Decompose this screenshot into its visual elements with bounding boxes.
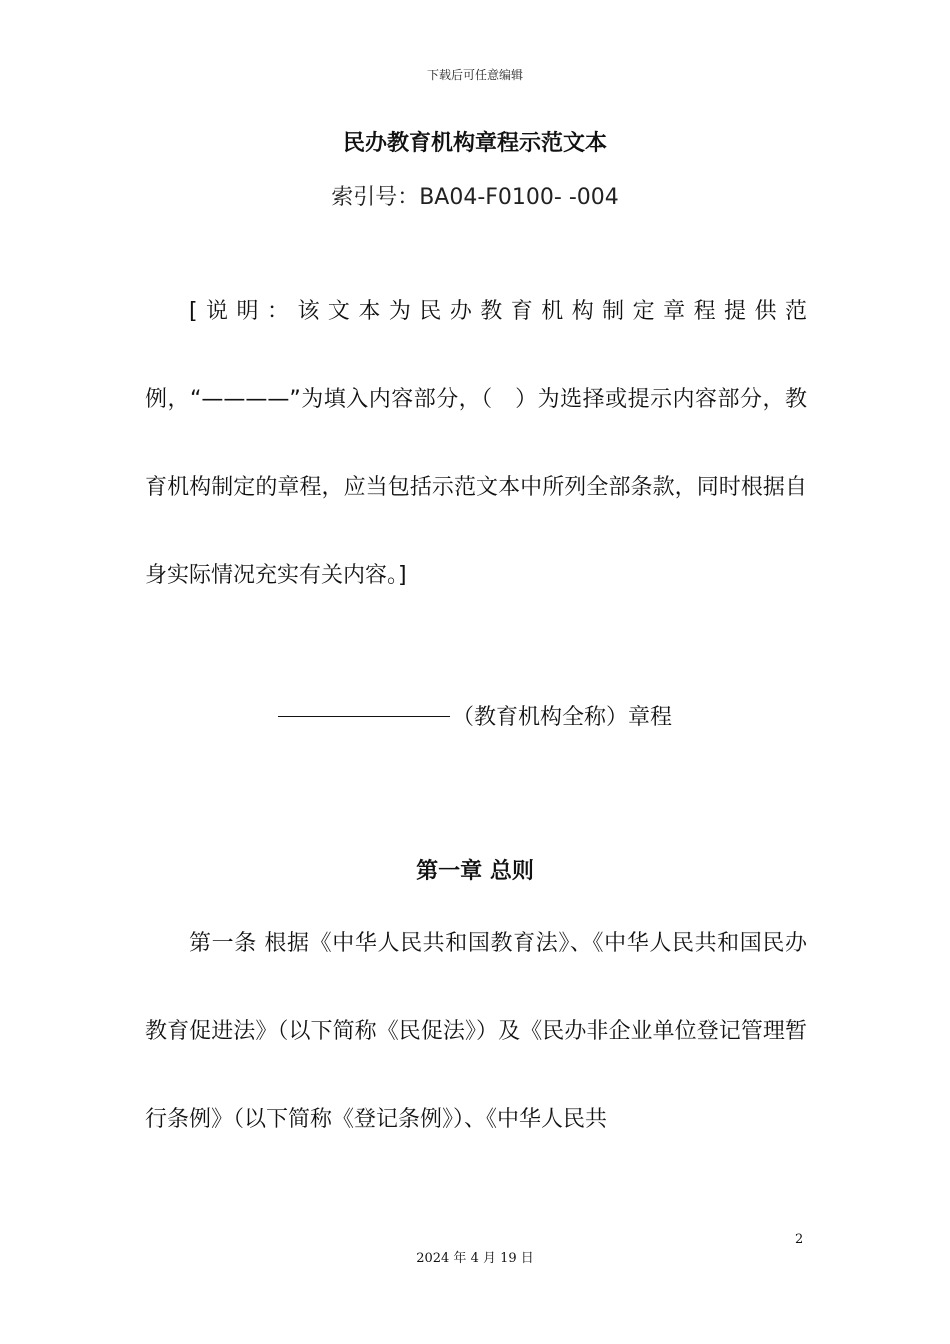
intro-paragraph: [说明：该文本为民办教育机构制定章程提供范例，“————”为填入内容部分，（ ）为选择或提示内容部分，教育机构制定的章程，应当包括示范文本中所列全部条款，同时根据自身实际情况充实有关内容。] [145, 299, 807, 588]
page-number: 2 [795, 1232, 804, 1247]
document-title: 民办教育机构章程示范文本 [342, 131, 607, 156]
header-note: 下载后可任意编辑 [426, 68, 523, 82]
chapter-title: 第一章 总则 [416, 859, 534, 884]
article-paragraph: 第一条 根据《中华人民共和国教育法》、《中华人民共和国民办教育促进法》（以下简称《民促法》）及《民办非企业单位登记管理暂行条例》（以下简称《登记条例》）、《中华人民共 [145, 931, 807, 1132]
fill-in-blank [278, 716, 450, 717]
index-number: 索引号：BA04-F0100- -004 [331, 185, 619, 210]
org-name-label: （教育机构全称）章程 [451, 705, 672, 730]
footer-date: 2024 年 4 月 19 日 [416, 1251, 534, 1266]
org-name-line [0, 700, 950, 731]
